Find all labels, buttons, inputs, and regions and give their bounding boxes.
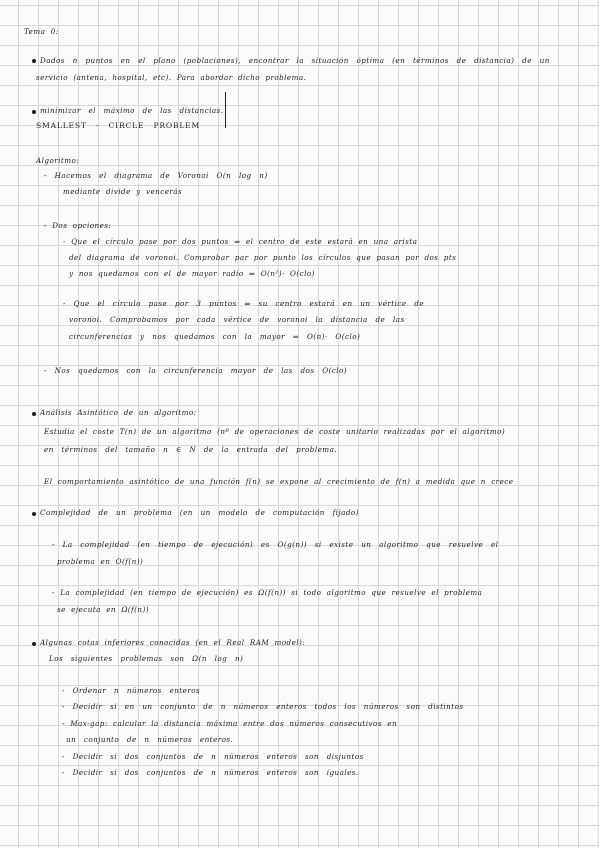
- bullet-dot: [32, 59, 36, 63]
- lower-bound-item-4: - Decidir si dos conjuntos de n números enteros son disjuntos: [62, 752, 364, 761]
- asymptotic-line-2: en términos del tamaño n ∈ N de la entrada del problema.: [44, 445, 338, 454]
- asymptotic-heading: Análisis Asintótico de un algoritmo:: [40, 408, 197, 417]
- objective-line: minimizar el máximo de las distancias.: [40, 106, 224, 115]
- lower-bound-item-2: - Decidir si en un conjunto de n números enteros todos los números son distintos: [62, 702, 464, 711]
- option-2-line-3: circunferencias y nos quedamos con la mayor ⇒ O(n)· O(clo): [69, 332, 361, 341]
- algorithm-heading: Algoritmo:: [36, 156, 80, 165]
- complexity-lower-line-2: se ejecuta en Ω(f(n)): [57, 605, 149, 614]
- lower-bound-item-3-line-1: - Max-gap: calcular la distancia máxima entre dos números consecutivos en: [62, 719, 398, 728]
- problem-statement-line-2: servicio (antena, hospital, etc). Para abordar dicho problema.: [36, 73, 307, 82]
- complexity-upper-line-1: - La complejidad (en tiempo de ejecución) es O(g(n)) si existe un algoritmo que resuelve el: [52, 540, 499, 549]
- complexity-lower-line-1: - La complejidad (en tiempo de ejecución) es Ω(f(n)) si todo algoritmo que resuelve el problema: [52, 588, 483, 597]
- lower-bounds-heading: Algunas cotas inferiores conocidas (en el Real RAM model):: [40, 638, 306, 647]
- complexity-heading: Complejidad de un problema (en un modelo de computación fijado): [40, 508, 359, 517]
- asymptotic-line-3: El comportamiento asintótico de una función f(n) se expone al crecimiento de f(n) a medida que n crece: [44, 477, 514, 486]
- algorithm-step-1-detail: mediante divide y vencerás: [63, 187, 183, 196]
- bullet-dot: [32, 642, 36, 646]
- page-title: Tema 0:: [24, 27, 59, 36]
- algorithm-conclusion: - Nos quedamos con la circunferencia mayor de las dos O(clo): [44, 366, 348, 375]
- option-1-line-1: - Que el círculo pase por dos puntos ⇒ el centro de este estará en una arista: [63, 237, 418, 246]
- lower-bound-item-3-line-2: un conjunto de n números enteros.: [66, 735, 234, 744]
- option-1-line-3: y nos quedamos con el de mayor radio ⇒ O(n²)· O(clo): [69, 269, 315, 278]
- problem-name: SMALLEST - CIRCLE PROBLEM: [36, 121, 201, 130]
- bullet-dot: [32, 110, 36, 114]
- option-1-line-2: del diagrama de voronoi. Comprobar par por punto los círculos que pasan por dos pts: [69, 253, 457, 262]
- asymptotic-line-1: Estudia el coste T(n) de un algoritmo (nº de operaciones de coste unitario realizadas por el algoritmo): [44, 427, 506, 436]
- problem-statement-line-1: Dados n puntos en el plano (poblaciones), encontrar la situación óptima (en términos de distancia) de un: [40, 56, 550, 65]
- algorithm-step-1: - Hacemos el diagrama de Voronoi O(n log n): [44, 171, 268, 180]
- bullet-dot: [32, 512, 36, 516]
- lower-bound-item-5: - Decidir si dos conjuntos de n números enteros son iguales.: [62, 768, 359, 777]
- option-2-line-1: - Que el círculo pase por 3 puntos ⇒ su centro estará en un vértice de: [63, 299, 425, 308]
- lower-bound-item-1: - Ordenar n números enteros: [62, 686, 201, 695]
- bullet-dot: [32, 412, 36, 416]
- margin-bar: [225, 92, 226, 128]
- complexity-upper-line-2: problema en O(f(n)): [57, 557, 144, 566]
- algorithm-options: - Dos opciones:: [44, 221, 112, 230]
- lower-bounds-intro: Los siguientes problemas son Ω(n log n): [49, 654, 244, 663]
- option-2-line-2: voronoi. Comprobamos por cada vértice de voronoi la distancia de las: [69, 315, 405, 324]
